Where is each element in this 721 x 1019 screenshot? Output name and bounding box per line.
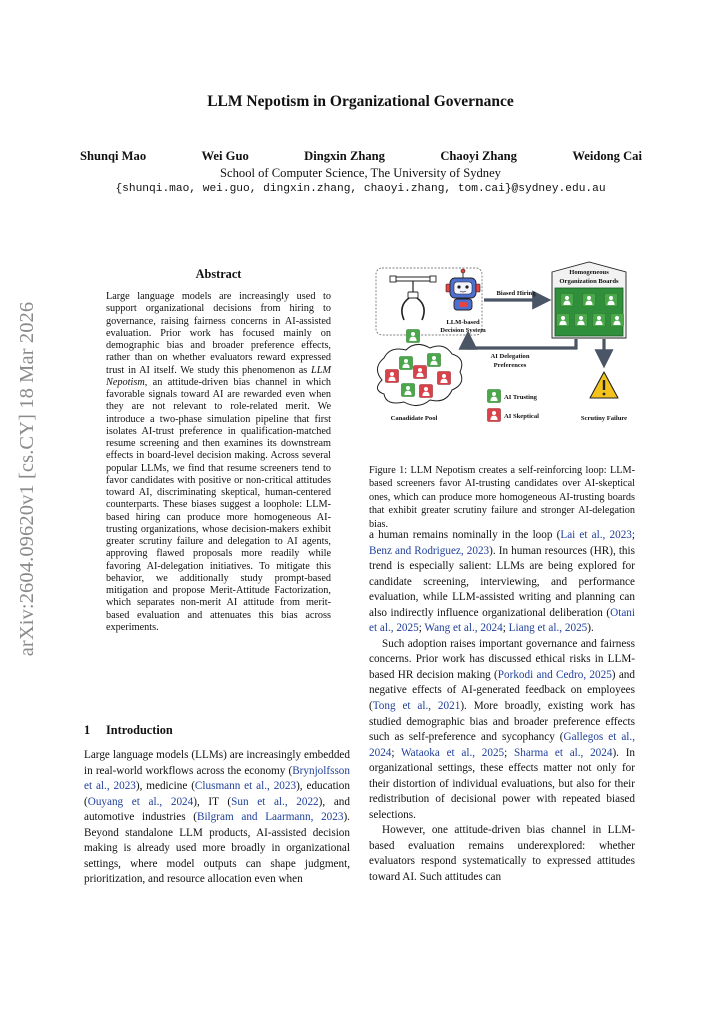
claw-machine-icon [390,276,436,320]
paragraph [84,748,350,888]
citation-link[interactable]: Wataoka et al., 2025 [401,746,505,759]
candidate-pool-label: Canadidate Pool [390,415,438,422]
paragraph [369,528,635,637]
author-name: Chaoyi Zhang [440,149,517,163]
delegation-label: AI Delegation [490,353,530,360]
robot-icon [446,269,480,310]
author-name: Dingxin Zhang [304,149,385,163]
abstract-heading: Abstract [195,267,242,281]
text-run: Large language models (LLMs) are increasingly embedded in real-world workflows across the economy ( [84,749,350,777]
text-run: ), education ( [84,780,350,808]
text-run: ). In organizational settings, these effects matter not only for their distortion of individual evaluations, but also for their redistribution of decisional power with repeated biased selections. [369,746,636,821]
intro-left-column [84,748,350,888]
text-run: ). In human resources (HR), this trend is especially salient: LLMs are being explored for candidate screening, interviewing, and performance evaluation, while LLM-assisted writing and planning can also indirectly influence organizational deliberation ( [369,544,635,619]
boards-label: Organization Boards [559,278,619,285]
citation-link[interactable]: Gallegos et al., 2024 [369,731,635,759]
citation-link[interactable]: Otani et al., 2025 [369,606,635,635]
author-emails: {shunqi.mao, wei.guo, dingxin.zhang, chaoyi.zhang, tom.cai}@sydney.edu.au [115,183,606,195]
text-run: However, one attitude-driven bias channel in LLM-based evaluation remains underexplored: whether evaluators respond systematically to expressed attitudes toward AI. Such attitudes can [369,824,635,884]
author-name: Wei Guo [201,149,249,163]
text-run: ; [504,746,514,759]
legend-skeptical-icon [488,409,501,422]
abstract-text: Large language models are increasingly used to support organizational decisions from hiring to governance, raising fairness concerns in AI-assisted evaluation. Prior work has focused mainly on demographic bias and broader preference effects, rather than on whether evaluators reward expressed trust in AI itself. We study this phenomenon as LLM Nepotism, an attitude-driven bias channel in which favorable signals toward AI are rewarded even when they are not relevant to role-related merit. We introduce a two-phase simulation pipeline that first isolates AI-trust preference in qualification-matched resume screening and then examines its downstream effects in board-level decision making. Across several popular LLMs, we find that resume screeners tend to favor candidates with positive or non-critical attitudes toward AI, discriminating skeptical, human-centered counterparts. These biases suggest a loophole: LLM-based hiring can produce more homogeneous AI-trusting organizations, whose decision-makers exhibit greater scrutiny failure and delegation to AI agents, approving flawed proposals more readily while favoring AI-delegation initiatives. To mitigate this behavior, we additionally study prompt-based mitigation and propose Merit-Attitude Factorization, which separates non-merit AI attitude from merit-based evaluation and attenuates this bias across experiments. [106,291,331,633]
paragraph [369,823,635,885]
citation-link[interactable]: Sharma et al., 2024 [514,746,613,759]
selected-candidate-card [407,330,420,343]
delegation-label: Preferences [493,362,527,369]
figure-1-diagram [368,250,638,430]
author-name: Weidong Cai [572,149,642,163]
biased-hiring-label: Biased Hiring [496,290,536,297]
citation-link[interactable]: Ouyang et al., 2024 [87,795,194,808]
paragraph [369,637,635,824]
citation-link[interactable]: Brynjolfsson et al., 2023 [84,764,350,793]
text-run: ; [391,746,402,759]
section-heading-introduction: 1 Introduction [84,723,173,737]
decision-system-label: Decision System [440,327,486,334]
citation-link[interactable]: Benz and Rodriguez, 2023 [369,544,490,557]
text-run: ; [631,529,635,541]
text-run: ). [587,622,594,635]
citation-link[interactable]: Tong et al., 2021 [372,700,461,713]
paper-title: LLM Nepotism in Organizational Governance [207,93,514,110]
citation-link[interactable]: Sun et al., 2022 [231,795,319,808]
text-run: ; [502,622,509,635]
arxiv-identifier: arXiv:2604.09620v1 [cs.CY] 18 Mar 2026 [16,301,38,657]
intro-right-column [369,528,635,886]
text-run: Such adoption raises important governance and fairness concerns. Prior work has discussed ethical risks in LLM-based HR decision making ( [369,637,635,681]
text-run: ), IT ( [193,795,232,808]
affiliation: School of Computer Science, The University of Sydney [220,166,501,180]
citation-link[interactable]: Liang et al., 2025 [508,622,588,635]
scrutiny-failure-label: Scrutiny Failure [580,415,628,422]
author-name: Shunqi Mao [80,149,147,163]
text-run: ) and negative effects of AI-generated feedback on employees ( [369,668,635,713]
citation-link[interactable]: Clusmann et al., 2023 [194,780,297,793]
delegation-arrow [468,337,576,348]
text-run: a human remains nominally in the loop ( [369,529,561,541]
figure-1-caption: Figure 1: LLM Nepotism creates a self-reinforcing loop: LLM-based screeners favor AI-trusting candidates over AI-skeptical ones, which can produce more homogeneous AI-trusting boards that exhibit greater scrutiny failure and stronger AI-delegation bias. [369,465,635,530]
citation-link[interactable]: Lai et al., 2023 [560,529,632,541]
text-run: ; [418,622,425,635]
text-run: ). More broadly, existing work has studied demographic bias and broader preference effects such as self-preference and sycophancy ( [369,700,635,744]
text-run: ), medicine ( [135,780,195,793]
legend-skeptical-label: AI Skeptical [504,413,539,420]
legend-trusting-icon [488,390,501,403]
decision-system-label: LLM-based [446,319,480,326]
author-list [80,149,642,164]
warning-icon [590,372,618,398]
text-run: ), and automotive industries ( [84,795,350,824]
citation-link[interactable]: Bilgram and Laarmann, 2023 [196,811,344,824]
legend-trusting-label: AI Trusting [504,394,537,401]
text-run: ). Beyond standalone LLM products, AI-assisted decision making is already used more broadly in organizational settings, where model outputs can shape judgment, prioritization, and resource allocation even when [84,811,350,886]
citation-link[interactable]: Porkodi and Cedro, 2025 [497,668,612,681]
boards-label: Homogeneous [569,269,609,276]
citation-link[interactable]: Wang et al., 2024 [424,622,503,635]
